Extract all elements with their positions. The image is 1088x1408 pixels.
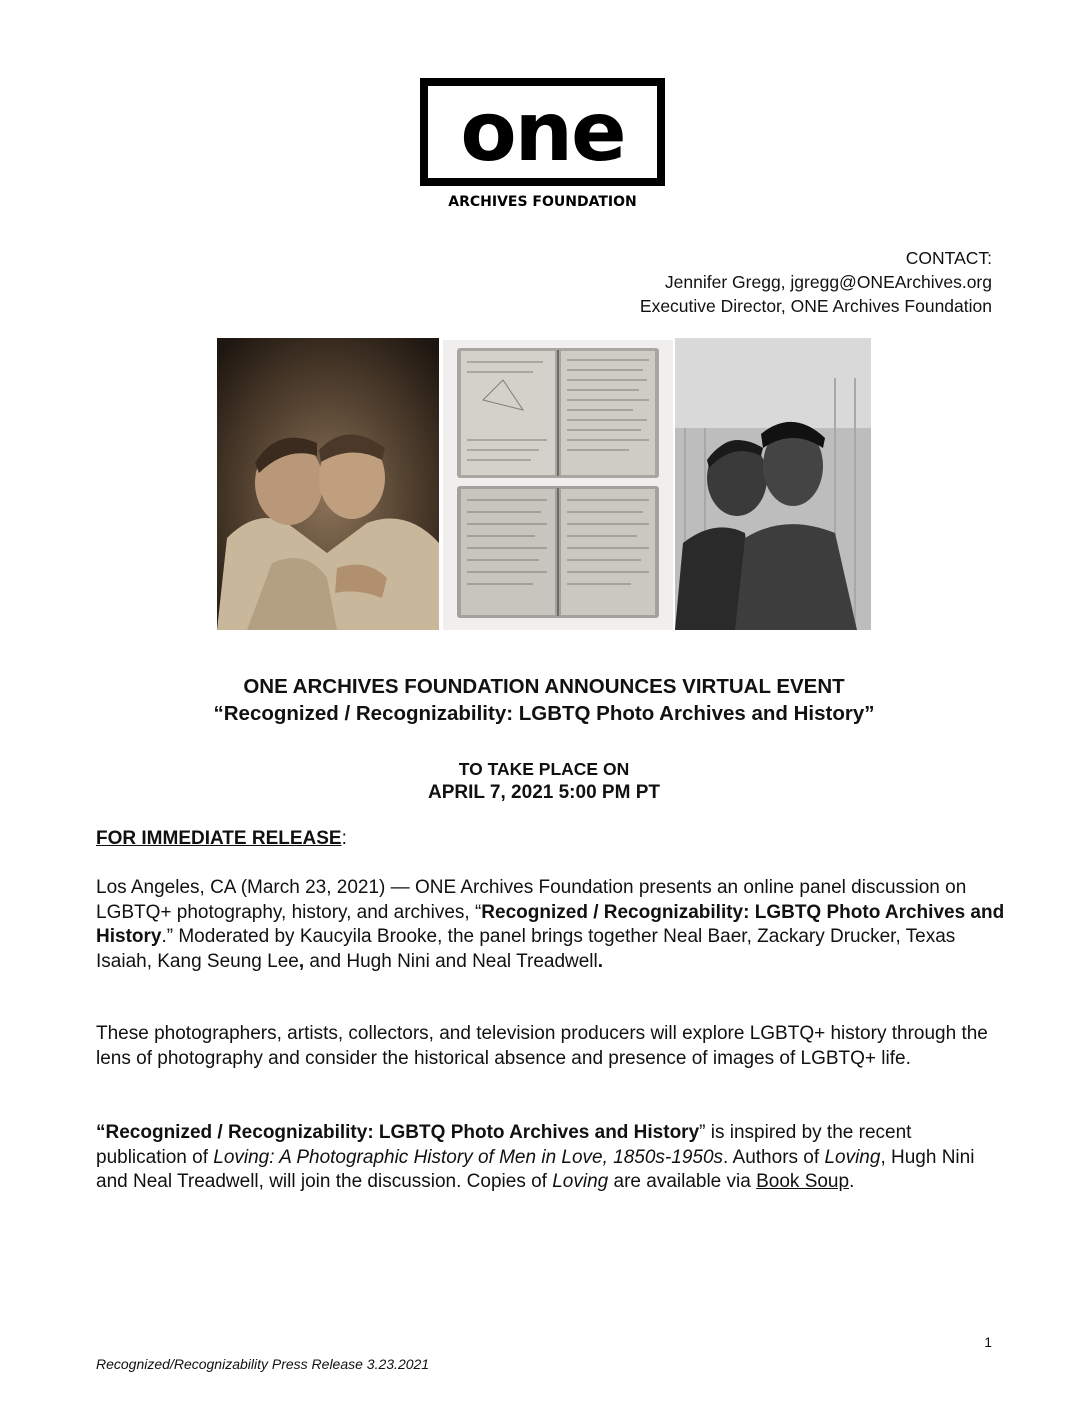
headline-line-1: ONE ARCHIVES FOUNDATION ANNOUNCES VIRTUAL EVENT — [243, 675, 845, 698]
paragraph-3-event-title: “Recognized / Recognizability: LGBTQ Photo Archives and History — [96, 1122, 700, 1143]
release-colon: : — [341, 828, 347, 849]
paragraph-3-part-b: ” is inspired by the recent publication of — [96, 1122, 912, 1168]
paragraph-3-book-title: Loving: A Photographic History of Men in Love, 1850s-1950s — [213, 1146, 724, 1168]
one-archives-logo — [420, 78, 665, 186]
contact-line-1: Jennifer Gregg, jgregg@ONEArchives.org — [664, 272, 992, 292]
photo-strip — [217, 338, 871, 630]
paragraph-2: These photographers, artists, collectors, and television producers will explore LGBTQ+ history through the lens of photography and consider the historical absence and presence of images of LGBTQ+ life. — [96, 1023, 988, 1069]
contact-line-2: Executive Director, ONE Archives Foundation — [639, 296, 992, 316]
page-number: 1 — [984, 1334, 992, 1350]
event-date: APRIL 7, 2021 5:00 PM PT — [428, 782, 660, 803]
logo-subtitle: ARCHIVES FOUNDATION — [448, 194, 637, 210]
book-soup-link[interactable]: Book Soup — [756, 1171, 850, 1192]
headline — [0, 673, 1088, 727]
logo-wordmark: one — [460, 85, 625, 180]
footer-text: Recognized/Recognizability Press Release 3.23.2021 — [96, 1356, 430, 1372]
bw-portrait-photo — [675, 338, 871, 630]
paragraph-3-part-d: . Authors of — [723, 1146, 825, 1168]
paragraph-3-book-short-2: Loving — [552, 1171, 609, 1192]
paragraph-3-period: . — [849, 1171, 855, 1192]
paragraph-1 — [96, 876, 1006, 974]
paragraph-3 — [96, 1121, 1006, 1195]
paragraph-1-event-title: Recognized / Recognizability: LGBTQ Photo Archives and History — [96, 901, 1005, 947]
release-label-text: FOR IMMEDIATE RELEASE — [96, 828, 342, 849]
event-date-label: TO TAKE PLACE ON — [458, 759, 630, 779]
paragraph-3-part-h: are available via — [608, 1171, 757, 1192]
headline-line-2: “Recognized / Recognizability: LGBTQ Photo Archives and History” — [213, 702, 875, 725]
paragraph-1-part-a: Los Angeles, CA (March 23, 2021) — ONE Archives Foundation presents an online panel discussion on LGBTQ+ photography, history, and archives, “ — [96, 877, 967, 923]
paragraph-1-part-c: .” Moderated by Kaucyila Brooke, the panel brings together Neal Baer, Zackary Drucker, Texas Isaiah, Kang Seung Lee — [96, 926, 956, 972]
contact-block — [640, 246, 992, 318]
paragraph-1-period: . — [597, 950, 604, 972]
release-label — [96, 827, 1006, 852]
notebooks-photo — [443, 340, 673, 630]
contact-label: CONTACT: — [905, 248, 992, 268]
paragraph-3-part-f: , Hugh Nini and Neal Treadwell, will join the discussion. Copies of — [96, 1146, 975, 1192]
paragraph-3-book-short-1: Loving — [824, 1146, 881, 1168]
sepia-portrait-photo — [217, 338, 439, 630]
paragraph-1-comma: , — [298, 950, 305, 972]
paragraph-1-part-e: and Hugh Nini and Neal Treadwell — [304, 950, 598, 972]
event-date-block — [0, 758, 1088, 804]
